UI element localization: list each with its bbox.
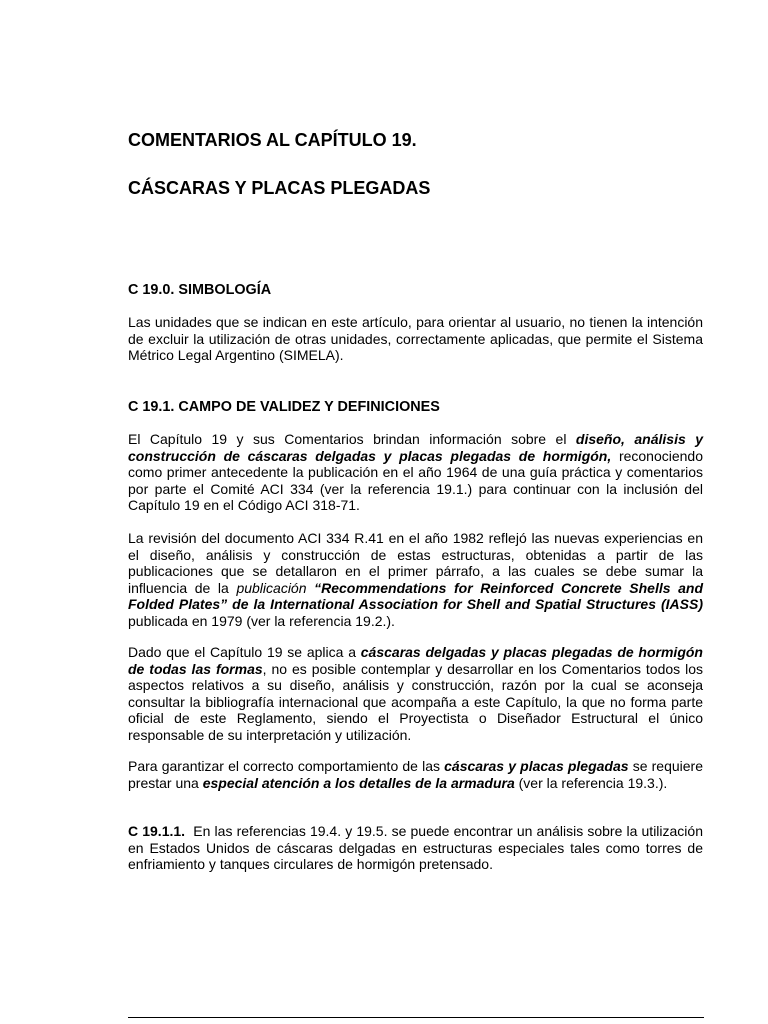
paragraph-text: se requiere prestar una <box>128 758 703 791</box>
emphasis-text: cáscaras delgadas y placas plegadas de hormigón de todas las formas <box>128 644 703 677</box>
chapter-title: COMENTARIOS AL CAPÍTULO 19. <box>128 130 417 150</box>
paragraph-c-19-1-1 <box>128 823 707 873</box>
paragraph-text: (ver la referencia 19.3.). <box>514 774 668 791</box>
subsection-number: C 19.1.1. <box>128 823 186 839</box>
paragraph-text: reconociendo como primer antecedente la publicación en el año 1964 de una guía práctica y comentarios por parte el Comité ACI 334 (ver la referencia 19.1.) para continuar con la inclusión del Capítulo 19 en el Código ACI 318-71. <box>128 447 704 513</box>
paragraph-simbologia: Las unidades que se indican en este artículo, para orientar al usuario, no tienen la intención de excluir la utilización de otras unidades, correctamente aplicadas, que permite el Sistema Métrico Legal Argentino (SIMELA). <box>128 314 703 363</box>
emphasis-text: diseño, análisis y construcción de cáscaras delgadas y placas plegadas de hormigón, <box>128 431 704 464</box>
paragraph-text: publicada en 1979 (ver la referencia 19.2.). <box>128 612 395 629</box>
paragraph-campo-4 <box>128 758 703 791</box>
paragraph-text: Dado que el Capítulo 19 se aplica a <box>128 644 361 660</box>
paragraph-text: Para garantizar el correcto comportamiento de las <box>128 758 445 774</box>
emphasis-text: especial atención a los detalles de la armadura <box>202 774 515 791</box>
emphasis-text: “Recommendations for Reinforced Concrete Shells and Folded Plates” de la International Association for Shell and Spatial Structures (IASS) <box>128 579 704 612</box>
paragraph-text: , no es posible contemplar y desarrollar en los Comentarios todos los aspectos relativos a su diseño, análisis y construcción, razón por la cual se aconseja consultar la bibliografía internacional que acompaña a este Capítulo, la que no forma parte oficial de este Reglamento, siendo el Proyectista o Diseñador Estructural el único responsable de su interpretación y utilización. <box>128 660 703 743</box>
paragraph-campo-2 <box>128 530 703 629</box>
footnote-divider <box>128 1017 704 1018</box>
section-heading-simbologia: C 19.0. SIMBOLOGÍA <box>128 282 272 298</box>
emphasis-text: cáscaras y placas plegadas <box>444 758 629 774</box>
paragraph-text: El Capítulo 19 y sus Comentarios brindan información sobre el <box>128 431 576 447</box>
paragraph-campo-3 <box>128 644 703 743</box>
section-heading-campo-validez: C 19.1. CAMPO DE VALIDEZ Y DEFINICIONES <box>128 399 440 415</box>
paragraph-text: En las referencias 19.4. y 19.5. se puede encontrar un análisis sobre la utilización en Estados Unidos de cáscaras delgadas en estructuras especiales tales como torres de enfriamiento y tanques circulares de hormigón pretensado. <box>128 823 707 872</box>
paragraph-text: La revisión del documento ACI 334 R.41 en el año 1982 reflejó las nuevas experiencias en el diseño, análisis y construcción de estas estructuras, obtenidas a partir de las publicaciones que se detallaron en el primer párrafo, a las cuales se debe sumar la influencia de la <box>128 530 703 596</box>
paragraph-campo-1 <box>128 431 703 514</box>
italic-text: publicación <box>236 579 307 596</box>
chapter-subtitle: CÁSCARAS Y PLACAS PLEGADAS <box>128 178 431 198</box>
